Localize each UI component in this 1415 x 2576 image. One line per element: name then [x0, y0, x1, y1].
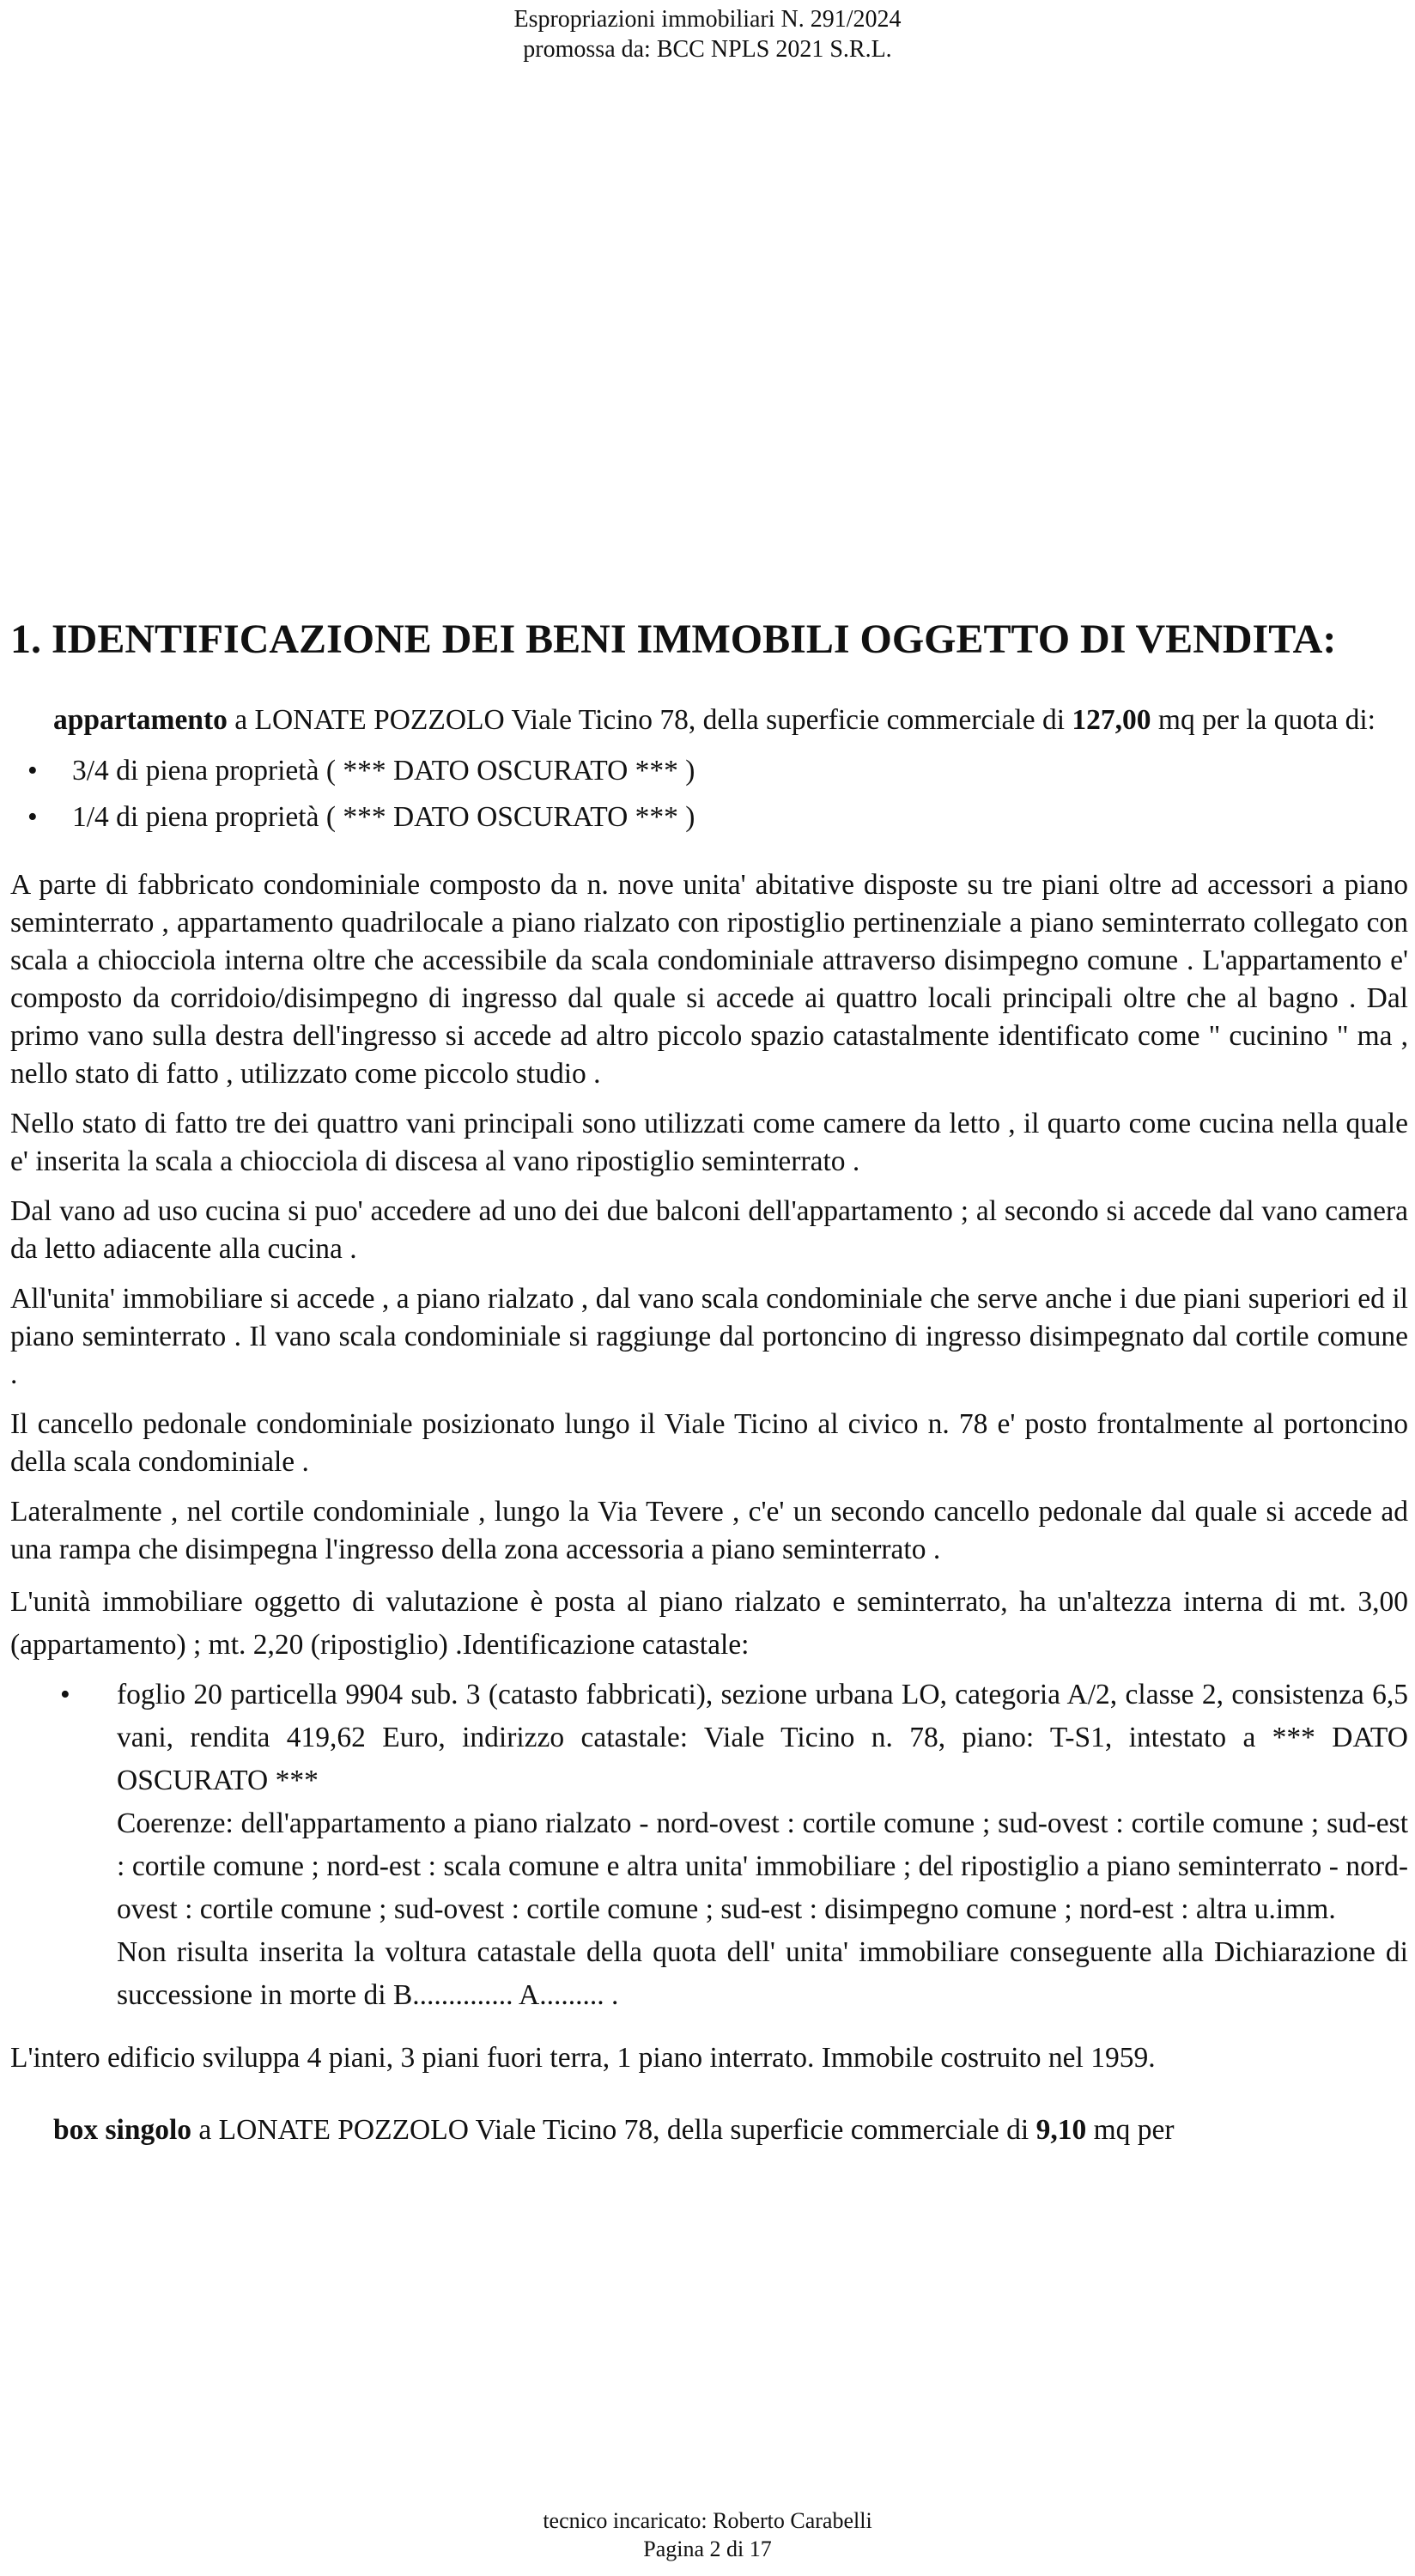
description-paragraph: L'unità immobiliare oggetto di valutazione è posta al piano rialzato e seminterrato, ha un'altezza interna di mt. 3,00 (appartamento) ; mt. 2,20 (ripostiglio) .Identificazione catastale: — [10, 1586, 1408, 1661]
description-paragraph: Dal vano ad uso cucina si puo' accedere ad uno dei due balconi dell'appartamento ; al secondo si accede dal vano camera da letto adiacente alla cucina . — [10, 1195, 1408, 1265]
ownership-share: 3/4 di piena proprietà ( *** DATO OSCURATO *** ) — [72, 755, 695, 787]
appartamento-text-b: mq per la quota di: — [1151, 704, 1376, 736]
cadastral-coerenze: Coerenze: dell'appartamento a piano rialzato - nord-ovest : cortile comune ; sud-ovest : cortile comune ; sud-est : cortile comune ; nord-est : scala comune e altra unita' immobiliare ; del ripostiglio a piano seminterrato - nord-ovest : cortile comune ; sud-ovest : cortile comune ; sud-est : disimpegno comune ; nord-est : altra u.imm. — [117, 1807, 1408, 1925]
box-text-a: a LONATE POZZOLO Viale Ticino 78, della superficie commerciale di — [191, 2114, 1036, 2146]
ownership-list — [10, 748, 1408, 841]
footer-technician: tecnico incaricato: Roberto Carabelli — [543, 2508, 872, 2533]
header-promoter: promossa da: BCC NPLS 2021 S.R.L. — [523, 36, 892, 63]
footer-page-number: Pagina 2 di 17 — [643, 2537, 772, 2561]
box-intro — [10, 2111, 1408, 2149]
appartamento-text-a: a LONATE POZZOLO Viale Ticino 78, della superficie commerciale di — [227, 704, 1072, 736]
document-body — [10, 612, 1408, 2149]
section-number: 1. — [10, 617, 41, 662]
list-item: • foglio 20 particella 9904 sub. 3 (catasto fabbricati), sezione urbana LO, categoria A/2, classe 2, consistenza 6,5 vani, rendita 419,62 Euro, indirizzo catastale: Viale Ticino n. 78, piano: T-S1, intestato a *** DATO OSCURATO *** Coerenze: dell'appartamento a piano rialzato - nord-ovest : cortile comune ; sud-ovest : cortile comune ; sud-est : cortile comune ; nord-est : scala comune e altra unita' immobiliare ; del ripostiglio a piano seminterrato - nord-ovest : cortile comune ; sud-ovest : cortile comune ; sud-est : disimpegno comune ; nord-est : altra u.imm. Non risulta inserita la voltura catastale della quota dell' unita' immobiliare conseguente alla Dichiarazione di successione in morte di B.............. A......... . — [117, 1674, 1408, 2017]
appartamento-intro — [10, 702, 1408, 739]
appartamento-label: appartamento — [53, 704, 228, 736]
description-paragraph: Nello stato di fatto tre dei quattro vani principali sono utilizzati come camere da letto , il quarto come cucina nella quale e' inserita la scala a chiocciola di discesa al vano ripostiglio seminterrato . — [10, 1108, 1408, 1177]
cadastral-item: foglio 20 particella 9904 sub. 3 (catasto fabbricati), sezione urbana LO, categoria A/2, classe 2, consistenza 6,5 vani, rendita 419,62 Euro, indirizzo catastale: Viale Ticino n. 78, piano: T-S1, intestato a *** DATO OSCURATO *** — [117, 1679, 1408, 1796]
box-label: box singolo — [53, 2114, 192, 2146]
section-title-text: IDENTIFICAZIONE DEI BENI IMMOBILI OGGETTO DI VENDITA: — [52, 617, 1337, 662]
ownership-share: 1/4 di piena proprietà ( *** DATO OSCURATO *** ) — [72, 801, 695, 833]
box-text-b: mq per — [1086, 2114, 1175, 2146]
header-procedure: Espropriazioni immobiliari N. 291/2024 — [513, 6, 902, 33]
cadastral-list — [10, 1674, 1408, 2017]
description-paragraph: All'unita' immobiliare si accede , a piano rialzato , dal vano scala condominiale che serve anche i due piani superiori ed il piano seminterrato . Il vano scala condominiale si raggiunge dal portoncino di ingresso disimpegnato dal cortile comune . — [10, 1283, 1408, 1390]
cadastral-voltura: Non risulta inserita la voltura catastale della quota dell' unita' immobiliare conseguente alla Dichiarazione di successione in morte di B.............. A......... . — [117, 1936, 1408, 2011]
description-paragraph: Lateralmente , nel cortile condominiale , lungo la Via Tevere , c'e' un secondo cancello pedonale dal quale si accede ad una rampa che disimpegna l'ingresso della zona accessoria a piano seminterrato . — [10, 1496, 1408, 1565]
appartamento-area: 127,00 — [1072, 704, 1151, 736]
building-summary: L'intero edificio sviluppa 4 piani, 3 piani fuori terra, 1 piano interrato. Immobile costruito nel 1959. — [10, 2042, 1156, 2074]
description-paragraph: Il cancello pedonale condominiale posizionato lungo il Viale Ticino al civico n. 78 e' posto frontalmente al portoncino della scala condominiale . — [10, 1408, 1408, 1478]
box-area: 9,10 — [1035, 2114, 1087, 2146]
list-item: • 1/4 di piena proprietà ( *** DATO OSCURATO *** ) — [27, 801, 695, 833]
description-paragraph: A parte di fabbricato condominiale composto da n. nove unita' abitative disposte su tre piani oltre ad accessori a piano seminterrato , appartamento quadrilocale a piano rialzato con ripostiglio pertinenziale a piano seminterrato collegato con scala a chiocciola interna oltre che accessibile da scala condominiale attraverso disimpegno comune . L'appartamento e' composto da corridoio/disimpegno di ingresso dal quale si accede ai quattro locali principali oltre che al bagno . Dal primo vano sulla destra dell'ingresso si accede ad altro piccolo spazio catastalmente identificato come " cucinino " ma , nello stato di fatto , utilizzato come piccolo studio . — [10, 869, 1408, 1090]
section-title — [10, 612, 1408, 667]
list-item: • 3/4 di piena proprietà ( *** DATO OSCURATO *** ) — [27, 755, 695, 787]
